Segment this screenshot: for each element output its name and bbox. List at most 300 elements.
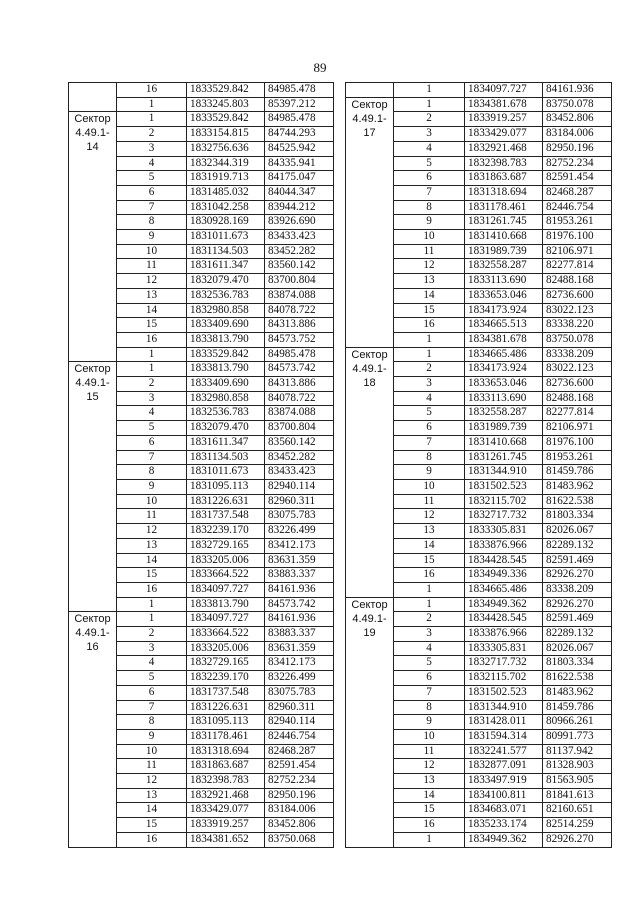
coordinate-x: 1831919.713: [187, 171, 265, 186]
coordinate-x: 1831989.739: [465, 421, 543, 436]
coordinate-y: 82277.814: [543, 406, 612, 421]
coordinate-x: 1833653.046: [465, 377, 543, 392]
sector-label: [69, 362, 117, 612]
coordinate-y: 82950.196: [265, 788, 334, 803]
coordinate-y: 83560.142: [265, 435, 334, 450]
coordinate-x: 1831318.694: [187, 744, 265, 759]
point-number: 4: [394, 391, 465, 406]
point-number: 1: [394, 597, 465, 612]
coordinate-x: 1832877.091: [465, 759, 543, 774]
coordinate-x: 1832729.165: [187, 656, 265, 671]
coordinate-y: 82446.754: [265, 729, 334, 744]
coordinate-y: 83700.804: [265, 274, 334, 289]
coordinate-y: 83412.173: [265, 538, 334, 553]
coordinate-y: 81459.786: [543, 465, 612, 480]
point-number: 1: [394, 332, 465, 347]
point-number: 16: [117, 832, 187, 847]
point-number: 16: [394, 818, 465, 833]
point-number: 11: [117, 759, 187, 774]
coordinate-y: 83022.123: [543, 303, 612, 318]
coordinate-y: 82940.114: [265, 715, 334, 730]
coordinate-y: 82591.454: [543, 171, 612, 186]
point-number: 11: [117, 259, 187, 274]
sector-label: [346, 83, 394, 98]
point-number: 15: [117, 818, 187, 833]
point-number: 7: [117, 450, 187, 465]
coordinate-y: 83338.209: [543, 347, 612, 362]
point-number: 9: [394, 215, 465, 230]
sector-label-line: Сектор: [74, 363, 111, 376]
coordinate-y: 83452.282: [265, 450, 334, 465]
coordinate-y: 84573.742: [265, 597, 334, 612]
coordinate-y: 84525.942: [265, 141, 334, 156]
coordinate-x: 1833529.842: [187, 83, 265, 98]
coordinate-x: 1834683.071: [465, 803, 543, 818]
coordinate-y: 81953.261: [543, 215, 612, 230]
coordinate-y: 83338.209: [543, 582, 612, 597]
coordinate-y: 83631.359: [265, 553, 334, 568]
coordinate-y: 82960.311: [265, 494, 334, 509]
coordinate-x: 1833113.690: [465, 274, 543, 289]
sector-label: [69, 112, 117, 362]
coordinate-x: 1831134.503: [187, 450, 265, 465]
coordinate-x: 1832536.783: [187, 288, 265, 303]
coordinate-x: 1831226.631: [187, 700, 265, 715]
point-number: 8: [117, 215, 187, 230]
coordinate-x: 1831226.631: [187, 494, 265, 509]
coordinate-y: 82289.132: [543, 538, 612, 553]
coordinate-x: 1831502.523: [465, 685, 543, 700]
coordinate-x: 1833205.006: [187, 553, 265, 568]
point-number: 6: [117, 435, 187, 450]
coordinate-x: 1832398.783: [187, 774, 265, 789]
point-number: 1: [394, 832, 465, 847]
coordinate-y: 83412.173: [265, 656, 334, 671]
coordinate-y: 82514.259: [543, 818, 612, 833]
coordinates-table-right: [345, 82, 612, 848]
point-number: 13: [394, 524, 465, 539]
point-number: 5: [117, 671, 187, 686]
coordinate-y: 82591.454: [265, 759, 334, 774]
point-number: 14: [394, 288, 465, 303]
point-number: 7: [117, 700, 187, 715]
coordinate-x: 1832980.858: [187, 303, 265, 318]
point-number: 13: [394, 274, 465, 289]
coordinate-y: 82960.311: [265, 700, 334, 715]
coordinate-x: 1834949.336: [465, 568, 543, 583]
point-number: 7: [394, 685, 465, 700]
point-number: 1: [117, 347, 187, 362]
coordinate-x: 1833305.831: [465, 524, 543, 539]
coordinate-row: [346, 597, 612, 612]
coordinate-x: 1831095.113: [187, 479, 265, 494]
point-number: 2: [394, 112, 465, 127]
coordinate-x: 1832558.287: [465, 259, 543, 274]
point-number: 10: [394, 230, 465, 245]
coordinate-y: 84744.293: [265, 127, 334, 142]
coordinate-x: 1832717.732: [465, 509, 543, 524]
coordinate-y: 82591.469: [543, 612, 612, 627]
coordinate-x: 1834665.486: [465, 582, 543, 597]
point-number: 14: [117, 803, 187, 818]
coordinate-x: 1832115.702: [465, 671, 543, 686]
coordinate-y: 83184.006: [543, 127, 612, 142]
coordinate-y: 83750.068: [265, 832, 334, 847]
point-number: 16: [394, 568, 465, 583]
point-number: 3: [117, 641, 187, 656]
point-number: 13: [117, 788, 187, 803]
coordinate-y: 83022.123: [543, 362, 612, 377]
coordinate-y: 83452.282: [265, 244, 334, 259]
coordinate-y: 83750.078: [543, 97, 612, 112]
coordinate-x: 1833245.803: [187, 97, 265, 112]
coordinate-y: 83631.359: [265, 641, 334, 656]
coordinate-y: 82026.067: [543, 524, 612, 539]
point-number: 15: [394, 303, 465, 318]
coordinate-x: 1834173.924: [465, 362, 543, 377]
coordinate-x: 1831344.910: [465, 465, 543, 480]
coordinate-y: 85397.212: [265, 97, 334, 112]
point-number: 13: [117, 538, 187, 553]
sector-label-line: 4.49.1-: [352, 112, 387, 125]
coordinate-x: 1833154.815: [187, 127, 265, 142]
coordinate-row: [69, 362, 334, 377]
coordinate-y: 83433.423: [265, 230, 334, 245]
coordinate-x: 1834665.513: [465, 318, 543, 333]
coordinate-x: 1832079.470: [187, 274, 265, 289]
point-number: 5: [394, 156, 465, 171]
point-number: 12: [117, 524, 187, 539]
point-number: 15: [117, 318, 187, 333]
point-number: 5: [117, 171, 187, 186]
point-number: 14: [117, 303, 187, 318]
coordinate-y: 82736.600: [543, 377, 612, 392]
coordinate-x: 1831410.668: [465, 230, 543, 245]
point-number: 8: [394, 450, 465, 465]
point-number: 7: [394, 185, 465, 200]
coordinate-x: 1832239.170: [187, 671, 265, 686]
point-number: 10: [117, 744, 187, 759]
coordinate-x: 1831737.548: [187, 509, 265, 524]
coordinate-x: 1834381.652: [187, 832, 265, 847]
coordinate-y: 83452.806: [543, 112, 612, 127]
coordinate-x: 1833813.790: [187, 597, 265, 612]
coordinate-x: 1834428.545: [465, 612, 543, 627]
coordinate-y: 82591.469: [543, 553, 612, 568]
coordinate-x: 1833813.790: [187, 332, 265, 347]
coordinate-x: 1833529.842: [187, 347, 265, 362]
coordinate-y: 83226.499: [265, 524, 334, 539]
point-number: 12: [394, 759, 465, 774]
coordinate-x: 1833919.257: [187, 818, 265, 833]
coordinate-y: 83883.337: [265, 627, 334, 642]
point-number: 5: [394, 406, 465, 421]
point-number: 4: [117, 406, 187, 421]
point-number: 3: [394, 127, 465, 142]
coordinate-x: 1831261.745: [465, 215, 543, 230]
coordinate-y: 81459.786: [543, 700, 612, 715]
coordinate-x: 1831011.673: [187, 230, 265, 245]
point-number: 13: [394, 774, 465, 789]
coordinate-y: 84985.478: [265, 112, 334, 127]
coordinate-y: 82926.270: [543, 832, 612, 847]
coordinate-y: 82950.196: [543, 141, 612, 156]
coordinate-x: 1832756.636: [187, 141, 265, 156]
coordinate-x: 1833409.690: [187, 318, 265, 333]
coordinate-x: 1833876.966: [465, 538, 543, 553]
coordinate-y: 84175.047: [265, 171, 334, 186]
point-number: 6: [394, 421, 465, 436]
point-number: 14: [394, 788, 465, 803]
coordinate-y: 81953.261: [543, 450, 612, 465]
coordinate-y: 84573.742: [265, 362, 334, 377]
sector-label-line: 17: [363, 126, 376, 139]
point-number: 9: [394, 715, 465, 730]
sector-label-line: Сектор: [351, 348, 388, 361]
coordinate-y: 83926.690: [265, 215, 334, 230]
point-number: 1: [117, 112, 187, 127]
coordinate-y: 83883.337: [265, 568, 334, 583]
coordinate-y: 82106.971: [543, 421, 612, 436]
point-number: 1: [117, 362, 187, 377]
page-number: 89: [313, 60, 327, 75]
point-number: 4: [117, 156, 187, 171]
coordinate-x: 1832079.470: [187, 421, 265, 436]
point-number: 3: [117, 391, 187, 406]
coordinate-x: 1832344.319: [187, 156, 265, 171]
point-number: 2: [117, 377, 187, 392]
point-number: 3: [117, 141, 187, 156]
point-number: 10: [394, 729, 465, 744]
sector-label-line: Сектор: [351, 98, 388, 111]
point-number: 5: [394, 656, 465, 671]
sector-label-line: 4.49.1-: [352, 362, 387, 375]
coordinate-x: 1834381.678: [465, 97, 543, 112]
coordinate-x: 1832717.732: [465, 656, 543, 671]
coordinate-x: 1834949.362: [465, 832, 543, 847]
point-number: 2: [117, 127, 187, 142]
coordinate-row: [69, 612, 334, 627]
coordinate-y: 82736.600: [543, 288, 612, 303]
point-number: 9: [394, 465, 465, 480]
point-number: 2: [394, 612, 465, 627]
coordinate-y: 84985.478: [265, 83, 334, 98]
coordinate-x: 1834100.811: [465, 788, 543, 803]
point-number: 12: [117, 274, 187, 289]
coordinate-y: 84078.722: [265, 391, 334, 406]
coordinate-y: 83452.806: [265, 818, 334, 833]
coordinate-y: 81622.538: [543, 494, 612, 509]
point-number: 14: [394, 538, 465, 553]
coordinate-y: 82926.270: [543, 568, 612, 583]
coordinate-y: 82277.814: [543, 259, 612, 274]
point-number: 6: [117, 185, 187, 200]
coordinate-y: 81137.942: [543, 744, 612, 759]
coordinate-x: 1833113.690: [465, 391, 543, 406]
coordinate-x: 1834381.678: [465, 332, 543, 347]
point-number: 12: [394, 259, 465, 274]
point-number: 10: [117, 494, 187, 509]
point-number: 7: [117, 200, 187, 215]
coordinate-x: 1832398.783: [465, 156, 543, 171]
coordinate-y: 84313.886: [265, 318, 334, 333]
sector-label-line: 4.49.1-: [352, 612, 387, 625]
coordinate-y: 84161.936: [543, 83, 612, 98]
coordinate-y: 83874.088: [265, 288, 334, 303]
coordinate-x: 1831428.011: [465, 715, 543, 730]
coordinate-y: 81622.538: [543, 671, 612, 686]
point-number: 9: [117, 479, 187, 494]
coordinate-x: 1831344.910: [465, 700, 543, 715]
point-number: 9: [117, 230, 187, 245]
sector-label: [69, 83, 117, 112]
sector-label: [346, 347, 394, 597]
coordinate-y: 83338.220: [543, 318, 612, 333]
point-number: 1: [117, 97, 187, 112]
coordinate-x: 1833409.690: [187, 377, 265, 392]
coordinate-y: 83944.212: [265, 200, 334, 215]
coordinate-x: 1834097.727: [187, 612, 265, 627]
coordinate-y: 84044.347: [265, 185, 334, 200]
coordinate-x: 1831042.258: [187, 200, 265, 215]
coordinate-y: 82106.971: [543, 244, 612, 259]
coordinate-x: 1833429.077: [187, 803, 265, 818]
point-number: 5: [117, 421, 187, 436]
point-number: 1: [117, 612, 187, 627]
coordinate-y: 82926.270: [543, 597, 612, 612]
coordinates-table-left: [68, 82, 334, 848]
coordinate-x: 1831261.745: [465, 450, 543, 465]
point-number: 1: [117, 597, 187, 612]
point-number: 2: [394, 362, 465, 377]
point-number: 8: [394, 200, 465, 215]
coordinate-x: 1831611.347: [187, 259, 265, 274]
coordinate-x: 1831410.668: [465, 435, 543, 450]
coordinate-x: 1831095.113: [187, 715, 265, 730]
coordinate-row: [346, 83, 612, 98]
coordinate-row: [346, 97, 612, 112]
point-number: 16: [394, 318, 465, 333]
coordinate-y: 82446.754: [543, 200, 612, 215]
point-number: 11: [394, 494, 465, 509]
coordinate-y: 84985.478: [265, 347, 334, 362]
coordinate-y: 83226.499: [265, 671, 334, 686]
coordinate-x: 1834173.924: [465, 303, 543, 318]
coordinate-y: 81841.613: [543, 788, 612, 803]
point-number: 8: [117, 715, 187, 730]
coordinate-x: 1831863.687: [465, 171, 543, 186]
point-number: 12: [117, 774, 187, 789]
point-number: 16: [117, 332, 187, 347]
point-number: 13: [117, 288, 187, 303]
sector-label-line: 4.49.1-: [75, 627, 110, 640]
coordinate-x: 1832239.170: [187, 524, 265, 539]
point-number: 4: [117, 656, 187, 671]
coordinate-y: 84335.941: [265, 156, 334, 171]
coordinate-x: 1831502.523: [465, 479, 543, 494]
coordinate-y: 83750.078: [543, 332, 612, 347]
coordinate-x: 1832115.702: [465, 494, 543, 509]
coordinate-x: 1834428.545: [465, 553, 543, 568]
coordinate-x: 1833497.919: [465, 774, 543, 789]
sector-label-line: 4.49.1-: [75, 127, 110, 140]
coordinate-x: 1832241.577: [465, 744, 543, 759]
coordinate-x: 1832921.468: [187, 788, 265, 803]
coordinate-x: 1833664.522: [187, 627, 265, 642]
coordinate-x: 1833429.077: [465, 127, 543, 142]
coordinate-x: 1834665.486: [465, 347, 543, 362]
coordinate-y: 81976.100: [543, 230, 612, 245]
point-number: 1: [394, 347, 465, 362]
coordinate-y: 82940.114: [265, 479, 334, 494]
coordinate-x: 1833205.006: [187, 641, 265, 656]
point-number: 11: [394, 244, 465, 259]
coordinate-x: 1831485.032: [187, 185, 265, 200]
coordinate-x: 1833653.046: [465, 288, 543, 303]
coordinate-x: 1832536.783: [187, 406, 265, 421]
coordinate-x: 1832980.858: [187, 391, 265, 406]
coordinate-y: 80991.773: [543, 729, 612, 744]
point-number: 6: [117, 685, 187, 700]
coordinate-row: [69, 112, 334, 127]
point-number: 15: [394, 553, 465, 568]
point-number: 8: [117, 465, 187, 480]
coordinate-y: 84161.936: [265, 582, 334, 597]
coordinate-x: 1834097.727: [465, 83, 543, 98]
coordinate-x: 1833529.842: [187, 112, 265, 127]
point-number: 2: [117, 627, 187, 642]
sector-label-line: 4.49.1-: [75, 377, 110, 390]
coordinate-x: 1831011.673: [187, 465, 265, 480]
point-number: 11: [394, 744, 465, 759]
coordinate-x: 1831989.739: [465, 244, 543, 259]
coordinate-y: 81483.962: [543, 479, 612, 494]
coordinate-y: 82026.067: [543, 641, 612, 656]
coordinate-x: 1831611.347: [187, 435, 265, 450]
sector-label-line: 18: [363, 376, 376, 389]
point-number: 1: [394, 83, 465, 98]
sector-label-line: 15: [86, 391, 99, 404]
point-number: 8: [394, 700, 465, 715]
point-number: 3: [394, 377, 465, 392]
sector-label-line: Сектор: [74, 113, 111, 126]
coordinate-y: 83560.142: [265, 259, 334, 274]
coordinate-x: 1832729.165: [187, 538, 265, 553]
point-number: 3: [394, 627, 465, 642]
coordinate-x: 1835233.174: [465, 818, 543, 833]
point-number: 4: [394, 641, 465, 656]
point-number: 15: [394, 803, 465, 818]
coordinate-y: 81483.962: [543, 685, 612, 700]
point-number: 6: [394, 671, 465, 686]
sector-label: [346, 597, 394, 847]
coordinate-y: 81803.334: [543, 509, 612, 524]
coordinate-y: 81976.100: [543, 435, 612, 450]
sector-label-line: Сектор: [74, 613, 111, 626]
coordinate-row: [69, 83, 334, 98]
point-number: 15: [117, 568, 187, 583]
coordinate-y: 84078.722: [265, 303, 334, 318]
point-number: 16: [117, 582, 187, 597]
coordinate-x: 1831737.548: [187, 685, 265, 700]
coordinate-y: 82160.651: [543, 803, 612, 818]
coordinate-x: 1831318.694: [465, 185, 543, 200]
coordinate-x: 1833813.790: [187, 362, 265, 377]
coordinate-x: 1831178.461: [187, 729, 265, 744]
coordinate-y: 83075.783: [265, 685, 334, 700]
point-number: 1: [394, 97, 465, 112]
coordinate-x: 1834097.727: [187, 582, 265, 597]
